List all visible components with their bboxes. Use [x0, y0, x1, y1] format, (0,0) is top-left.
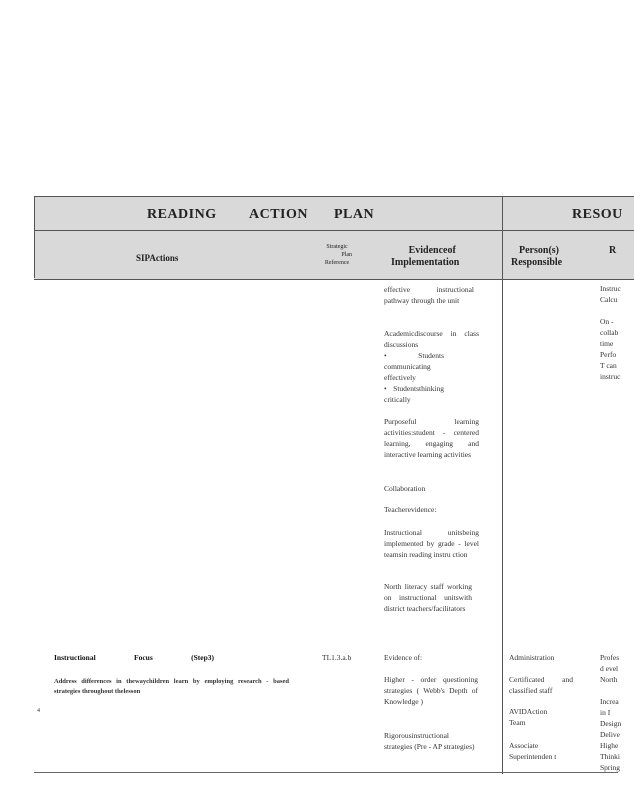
column-header-resources-cut: R	[609, 245, 617, 256]
resource-fragment: Increa	[600, 697, 619, 706]
person-responsible: AVIDAction Team	[509, 707, 548, 727]
resource-fragment: instruc	[600, 372, 621, 381]
focus-heading-part: Focus	[134, 653, 153, 662]
evidence-item: • Studentsthinking critically	[384, 384, 444, 404]
focus-action-text: Address differences in thewaychildren learn by employing research - based strategies throughout thelesson	[54, 678, 289, 695]
resource-fragment: Calcu	[600, 295, 618, 304]
evidence-item: Academicdiscourse in class discussions	[384, 329, 479, 349]
title-word-reading: READING	[147, 207, 217, 222]
persons-header-line-1: Person(s)	[519, 245, 559, 256]
strategic-line-3: Reference	[324, 260, 350, 266]
resource-fragment: Delive	[600, 730, 620, 739]
column-header-persons	[511, 245, 562, 269]
person-responsible: Administration	[509, 653, 555, 662]
resource-fragment: On -	[600, 317, 614, 326]
focus-evidence-item: Evidence of:	[384, 653, 423, 662]
evidence-header-line-1: Evidenceof	[408, 245, 456, 256]
resource-fragment: Thinki	[600, 752, 620, 761]
resource-fragment: Spring	[600, 763, 621, 772]
column-header-strategic-plan	[322, 243, 352, 267]
person-responsible: Associate Superintenden t	[509, 741, 557, 761]
resource-fragment: in I	[600, 708, 611, 717]
evidence-item: North literacy staff working on instructional unitswith district teachers/facilitators	[384, 582, 472, 613]
focus-evidence-item: Rigorousinstructional strategies (Pre - AP strategies)	[384, 731, 475, 751]
strategic-line-1: Strategic	[326, 244, 348, 250]
evidence-item: Purposeful learning activities:student - centered learning, engaging and interactive learning activities	[384, 417, 479, 459]
focus-evidence-item: Higher - order questioning strategies ( Webb's Depth of Knowledge )	[384, 675, 478, 706]
evidence-item: effective instructional pathway through the unit	[384, 285, 474, 305]
title-resources: RESOU	[572, 207, 623, 222]
bullet-marker: 4	[37, 708, 40, 714]
strategic-reference: TL1.3.a.b	[322, 653, 352, 662]
resource-fragment: Instruc	[600, 284, 621, 293]
table-bottom-border	[34, 772, 618, 773]
evidence-item: Teacherevidence:	[384, 505, 437, 514]
column-divider-resources	[502, 196, 503, 774]
resource-fragment: collab	[600, 328, 619, 337]
resource-fragment: Highe	[600, 741, 619, 750]
evidence-item: • Students communicating effectively	[384, 351, 444, 382]
resource-fragment: T can	[600, 361, 617, 370]
focus-heading-part: (Step3)	[191, 653, 214, 662]
focus-heading-part: Instructional	[54, 653, 96, 662]
title-word-action: ACTION	[249, 207, 309, 222]
column-header-evidence	[391, 245, 459, 269]
resource-fragment: Perfo	[600, 350, 617, 359]
resource-fragment: Profes	[600, 653, 620, 662]
resource-fragment: Design	[600, 719, 622, 728]
evidence-item: Instructional unitsbeing implemented by grade - level teamsin reading instru ction	[384, 528, 479, 559]
instructional-focus-heading	[54, 652, 214, 663]
strategic-line-2: Plan	[341, 252, 352, 258]
resource-fragment: North	[600, 675, 618, 684]
resource-fragment: time	[600, 339, 614, 348]
evidence-item: Collaboration	[384, 484, 426, 493]
column-header-sip-actions: SIPActions	[136, 253, 179, 263]
person-responsible: Certificated and classified staff	[509, 675, 573, 695]
title-word-plan: PLAN	[334, 207, 375, 222]
evidence-header-line-2: Implementation	[391, 257, 460, 268]
persons-header-line-2: Responsible	[511, 257, 563, 268]
resource-fragment: d evel	[600, 664, 619, 673]
table-left-border	[34, 196, 35, 278]
